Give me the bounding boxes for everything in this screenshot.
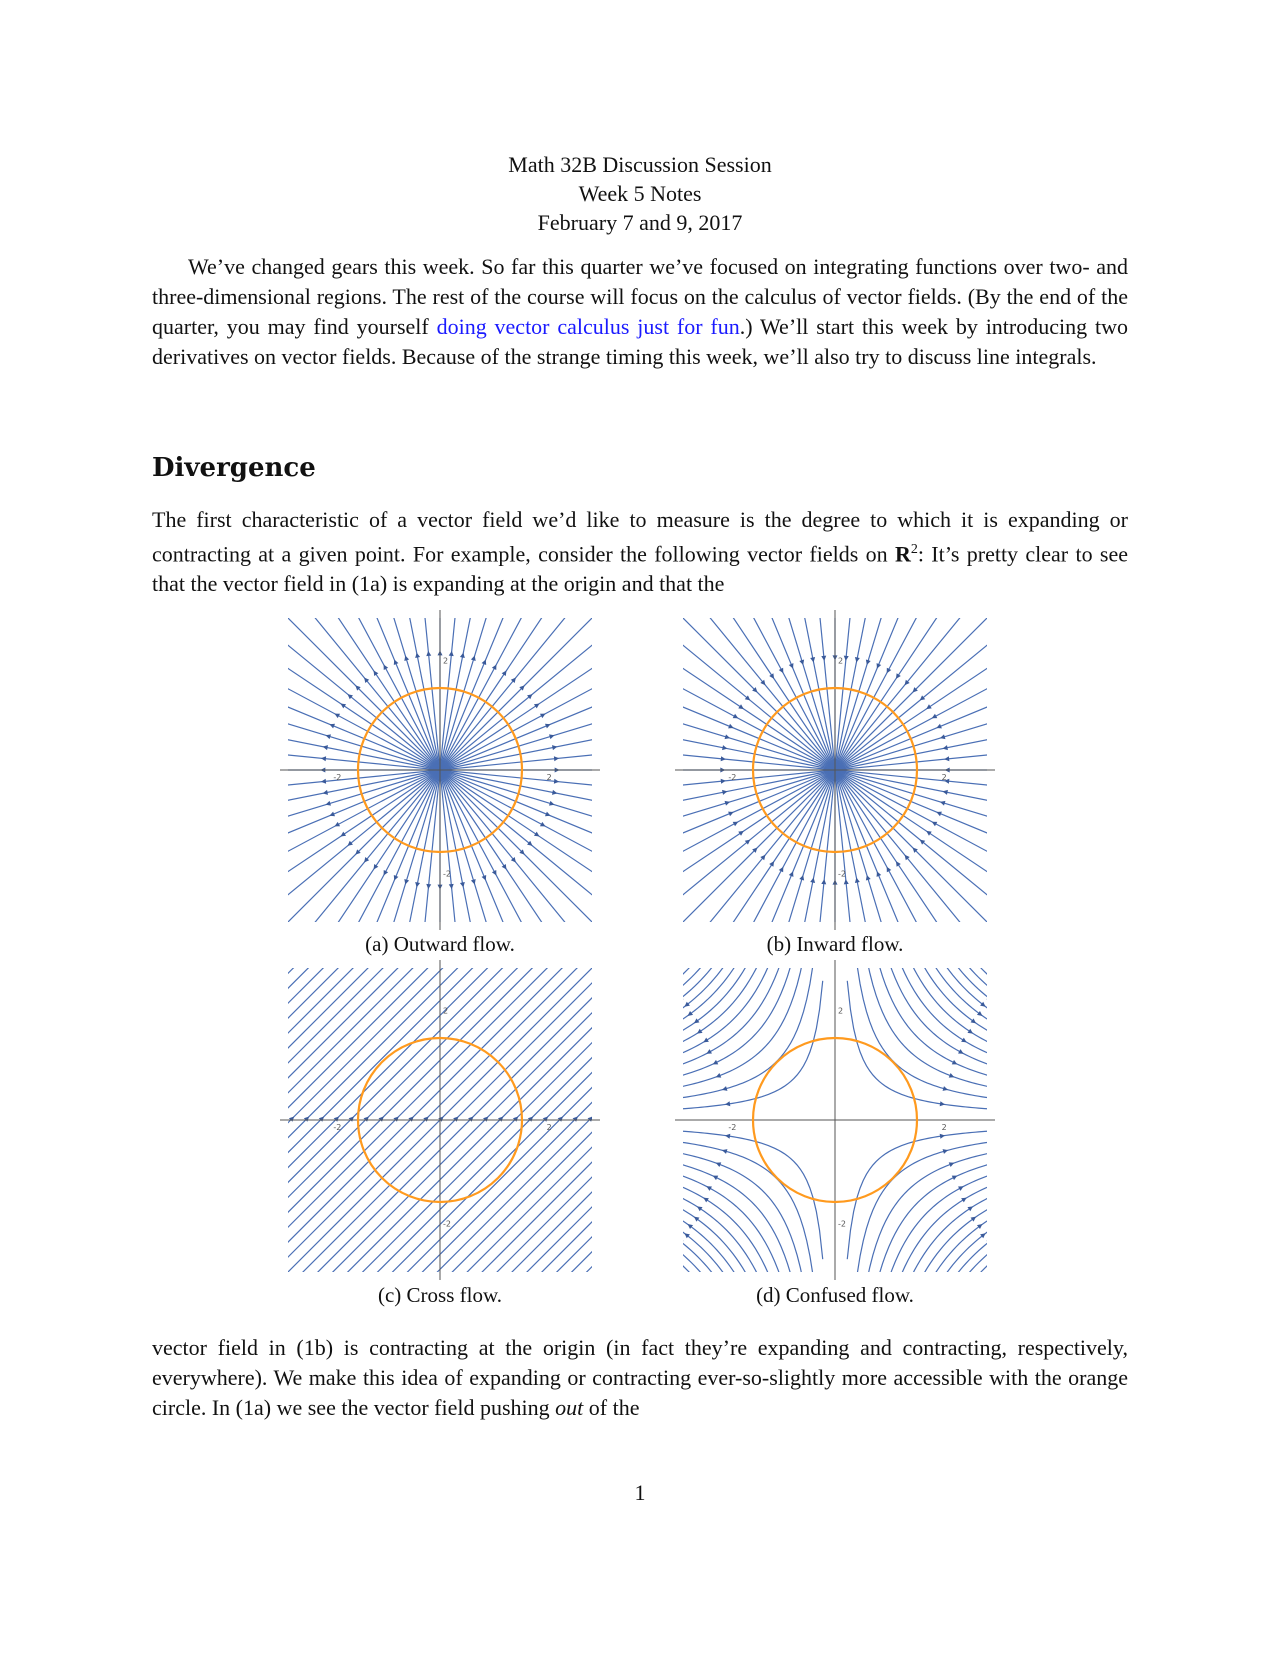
outward-flow-plot <box>280 610 600 930</box>
flow-arrow <box>675 987 680 992</box>
flow-arrow <box>460 653 465 658</box>
r-symbol: R <box>894 541 911 567</box>
flow-arrow <box>926 831 932 836</box>
flow-arrow <box>697 1206 703 1211</box>
flow-arrow <box>415 653 420 658</box>
course-title: Math 32B Discussion Session <box>508 152 772 177</box>
tick-label: -2 <box>333 1123 342 1132</box>
streamline <box>962 960 995 1006</box>
streamline <box>675 960 688 988</box>
flow-arrow <box>844 656 849 661</box>
flow-arrow <box>943 745 948 750</box>
after-text-1: vector field in (1b) is contracting at the origin (in fact they’re expanding and contracting, respectively, everywhere). We make this idea of expanding or contracting ever-so-slightly more accessible with the orange circle. In (1a) we see the vector field pushing <box>152 1335 1128 1420</box>
flow-arrow <box>323 745 328 750</box>
tick-label: 2 <box>941 773 947 782</box>
tick-label: -2 <box>443 1219 451 1229</box>
streamline <box>982 1252 995 1280</box>
flow-arrow <box>738 831 744 836</box>
flow-arrow <box>990 1248 995 1253</box>
intro-text-1: We’ve changed gears this week. So far this quarter we’ve focused on integrating functions over two- and three-dimensional regions. The rest of the course will focus on the calculus of vector fields. (By the end of the quarter, you may find yourself <box>152 254 1128 339</box>
flow-arrow <box>971 1018 977 1023</box>
flow-arrow <box>896 673 901 679</box>
intro-paragraph <box>152 252 1128 372</box>
flow-arrow <box>940 1101 945 1106</box>
flow-arrow <box>940 1134 945 1139</box>
flow-arrow <box>502 864 507 870</box>
tick-label: 2 <box>838 1006 844 1016</box>
flow-arrow <box>426 884 431 889</box>
tick-label: -2 <box>443 869 451 879</box>
streamline <box>675 1155 794 1280</box>
flow-arrow <box>721 756 726 761</box>
flow-arrow <box>926 704 932 709</box>
figure-confused-flow <box>675 960 995 1280</box>
figure-cross-flow <box>280 960 600 1280</box>
flow-arrow <box>971 1217 977 1222</box>
streamline <box>962 1234 995 1280</box>
streamline <box>675 1216 727 1280</box>
streamline <box>972 1243 995 1280</box>
streamline <box>943 1216 995 1280</box>
streamline <box>905 1181 995 1280</box>
tick-label: 2 <box>443 656 449 666</box>
flow-arrow <box>552 790 557 795</box>
flow-arrow <box>725 1134 730 1139</box>
flow-arrow <box>990 987 995 992</box>
flow-arrow <box>678 995 683 1000</box>
flow-arrow <box>374 671 379 677</box>
date-line: February 7 and 9, 2017 <box>537 210 743 235</box>
flow-arrow <box>341 832 347 837</box>
streamline <box>675 960 794 1085</box>
flow-arrow <box>502 671 507 677</box>
flow-arrow <box>426 651 431 656</box>
flow-arrow <box>534 704 540 709</box>
flow-arrow <box>675 1248 680 1253</box>
flow-arrow <box>944 756 949 761</box>
flow-arrow <box>321 779 326 784</box>
flow-arrow <box>986 995 991 1000</box>
streamline <box>675 960 727 1024</box>
tick-label: 2 <box>838 656 844 666</box>
streamline <box>675 1243 698 1280</box>
streamline <box>675 1252 688 1280</box>
flow-arrow <box>341 704 347 709</box>
flow-arrow <box>855 878 860 883</box>
flow-arrow <box>821 879 826 884</box>
week-title: Week 5 Notes <box>578 181 702 206</box>
streamline <box>675 1234 708 1280</box>
after-text-2: of the <box>583 1395 640 1420</box>
flow-arrow <box>449 884 454 889</box>
flow-arrow <box>986 1239 991 1244</box>
tick-label: 2 <box>546 773 552 782</box>
flow-arrow <box>821 656 826 661</box>
figure-outward-flow <box>280 610 600 930</box>
streamline <box>675 960 708 1006</box>
section-heading-divergence: Divergence <box>152 453 316 483</box>
flow-arrow <box>725 1101 730 1106</box>
document-header <box>0 150 1280 237</box>
flow-arrow <box>678 1239 683 1244</box>
tick-label: -2 <box>838 1219 846 1229</box>
flow-arrow <box>321 756 326 761</box>
intro-text-2: .) We’ll start this week by introducing two derivatives on vector fields. Because of the strange timing this week, we’ll also try to discuss line integrals. <box>152 314 1128 369</box>
flow-arrow <box>323 790 328 795</box>
streamline <box>876 1155 995 1280</box>
caption-b: (b) Inward flow. <box>766 932 904 956</box>
tick-label: 2 <box>546 1123 552 1132</box>
flow-arrow <box>943 790 948 795</box>
flow-arrow <box>449 651 454 656</box>
divergence-text-2: : It’s pretty clear to see that the vector field in (1a) is expanding at the origin and that the <box>152 541 1128 597</box>
flow-arrow <box>694 1217 700 1222</box>
streamline <box>876 960 995 1085</box>
flow-arrow <box>769 861 774 867</box>
flow-arrow <box>738 704 744 709</box>
caption-c: (c) Cross flow. <box>377 1283 503 1307</box>
streamline <box>866 960 995 1094</box>
flow-arrow <box>460 882 465 887</box>
superscript-2: 2 <box>910 542 918 557</box>
tick-label: -2 <box>728 773 737 782</box>
streamline <box>866 1146 995 1280</box>
caption-a: (a) Outward flow. <box>365 932 515 956</box>
flow-arrow <box>722 745 727 750</box>
tick-label: 2 <box>941 1123 947 1132</box>
flow-arrow <box>554 756 559 761</box>
flow-arrow <box>810 657 815 662</box>
flow-arrow <box>855 657 860 662</box>
divergence-paragraph <box>152 505 1128 599</box>
streamline <box>675 960 698 997</box>
flow-arrow <box>534 832 540 837</box>
flow-arrow <box>721 779 726 784</box>
flow-arrow <box>694 1018 700 1023</box>
flow-arrow <box>552 745 557 750</box>
figure-inward-flow <box>675 610 995 930</box>
flow-arrow <box>967 1206 973 1211</box>
divergence-text-1: The first characteristic of a vector field we’d like to measure is the degree to which it is expanding or contracting at a given point. For example, consider the following vector fields on <box>152 507 1128 567</box>
after-figure-paragraph <box>152 1333 1128 1423</box>
flow-arrow <box>896 861 901 867</box>
streamline <box>675 1146 804 1280</box>
streamline <box>905 960 995 1059</box>
emphasis-out: out <box>555 1395 584 1420</box>
page-number: 1 <box>634 1480 646 1505</box>
tick-label: -2 <box>333 773 342 782</box>
tick-label: -2 <box>838 869 846 879</box>
tick-label: 2 <box>443 1006 449 1016</box>
flow-arrow <box>722 790 727 795</box>
streamline <box>675 960 765 1059</box>
streamline <box>972 960 995 997</box>
flow-arrow <box>810 878 815 883</box>
confused-flow-plot <box>675 960 995 1280</box>
inward-flow-plot <box>675 610 995 930</box>
cross-flow-plot <box>280 960 600 1280</box>
flow-arrow <box>844 879 849 884</box>
flow-arrow <box>967 1029 973 1034</box>
streamline <box>943 960 995 1024</box>
flow-arrow <box>415 882 420 887</box>
streamline <box>675 1181 765 1280</box>
flow-arrow <box>374 864 379 870</box>
flow-arrow <box>769 673 774 679</box>
fun-link[interactable]: doing vector calculus just for fun <box>436 314 740 339</box>
tick-label: -2 <box>728 1123 737 1132</box>
flow-arrow <box>697 1029 703 1034</box>
streamline <box>675 960 804 1094</box>
flow-arrow <box>554 779 559 784</box>
caption-d: (d) Confused flow. <box>756 1283 914 1307</box>
streamline <box>982 960 995 988</box>
